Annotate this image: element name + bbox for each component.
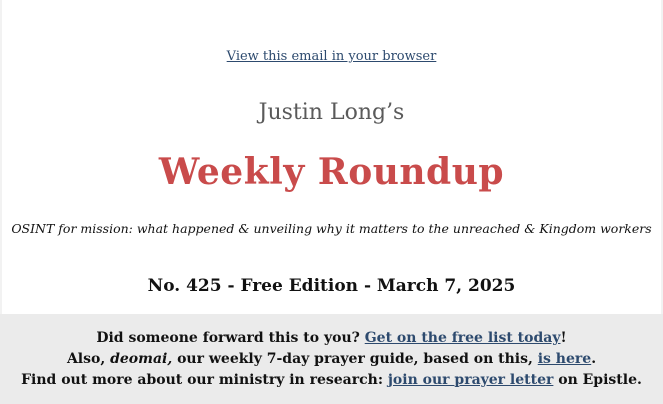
free-list-link[interactable]: Get on the free list today [364, 330, 561, 346]
edition-info: No. 425 - Free Edition - March 7, 2025 [147, 276, 516, 296]
ministry-line [0, 372, 663, 388]
deomai-name: deomai, [110, 351, 173, 367]
ministry-text: Find out more about our ministry in research: [21, 372, 388, 388]
prayer-guide-text: our weekly 7-day prayer guide, based on this, [172, 351, 538, 367]
prayer-guide-link[interactable]: is here [537, 351, 592, 367]
newsletter-tagline: OSINT for mission: what happened & unveiling why it matters to the unreached & Kingdom workers [11, 221, 652, 236]
view-in-browser-link[interactable]: View this email in your browser [226, 49, 437, 64]
prayer-guide-prefix: Also, [66, 351, 111, 367]
ministry-suffix: on Epistle. [553, 372, 642, 388]
subscribe-footer [0, 314, 663, 404]
forward-text: Did someone forward this to you? [96, 330, 365, 346]
email-header-card [2, 0, 661, 314]
prayer-guide-suffix: . [591, 351, 597, 367]
newsletter-title: Weekly Roundup [158, 151, 505, 193]
author-byline: Justin Long’s [258, 100, 405, 125]
forward-line [0, 330, 663, 346]
prayer-guide-line [0, 351, 663, 367]
prayer-letter-link[interactable]: join our prayer letter [387, 372, 554, 388]
forward-suffix: ! [560, 330, 567, 346]
